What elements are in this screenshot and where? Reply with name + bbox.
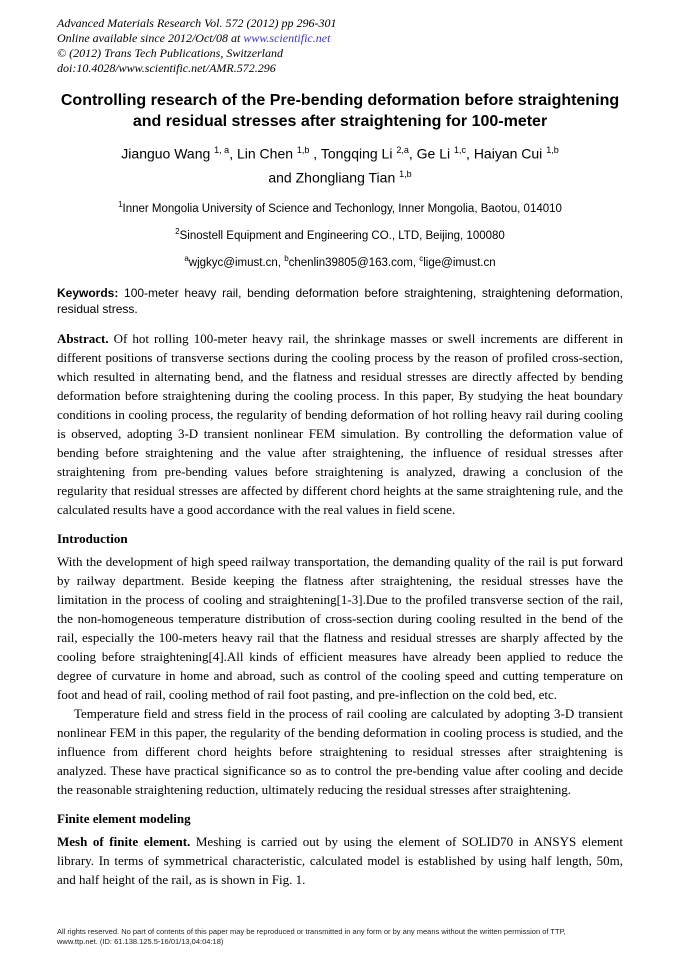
mesh-paragraph bbox=[57, 832, 623, 889]
section-heading-finite-element-modeling: Finite element modeling bbox=[57, 810, 191, 826]
page-content bbox=[57, 16, 623, 889]
authors-line: Jianguo Wang $^{1, a}$, Lin Chen $^{1,b}$ , Tongqing Li $^{2,a}$, Ge Li $^{1,c}$, Haiyan Cui $^{1,b}$ and Zhongliang Tian $^{1,b}$ bbox=[121, 145, 559, 186]
rights-footer bbox=[57, 927, 647, 946]
affiliation-1: $^1$Inner Mongolia University of Science and Techonlogy, Inner Mongolia, Baotou, 014010 bbox=[118, 200, 562, 216]
journal-volume-line: Advanced Materials Research Vol. 572 (2012) pp 296-301 bbox=[57, 16, 337, 30]
affiliation-2: $^2$Sinostell Equipment and Engineering CO., LTD, Beijing, 100080 bbox=[175, 227, 505, 242]
journal-doi-line: doi:10.4028/www.scientific.net/AMR.572.296 bbox=[57, 61, 276, 75]
author-superscript: 1,b bbox=[296, 145, 310, 155]
affiliation-superscript: c bbox=[419, 253, 424, 263]
journal-header bbox=[57, 16, 623, 76]
affiliations-block bbox=[57, 197, 623, 270]
mesh-paragraph-text: Meshing is carried out by using the element of SOLID70 in ANSYS element library. In terms of symmetrical characteristic, calculated model is established by using half length, 50m, and half height of the rail, as is shown in Fig. 1. bbox=[57, 833, 623, 887]
author-emails: $^a$wjgkyc@imust.cn, $^b$chenlin39805@163.com, $^c$lige@imust.cn bbox=[184, 253, 496, 269]
author-superscript: 1,b bbox=[399, 168, 412, 179]
abstract-paragraph bbox=[57, 329, 623, 519]
keywords-block bbox=[57, 285, 623, 317]
scientific-net-link[interactable]: www.scientific.net bbox=[243, 31, 331, 45]
keywords-label: Keywords: bbox=[57, 285, 119, 300]
author-superscript: 2,a bbox=[396, 145, 409, 155]
author-superscript: 1, a bbox=[214, 145, 230, 155]
abstract-text: Of hot rolling 100-meter heavy rail, the shrinkage masses or swell increments are different in different positions of transverse sections during the cooling process by the reason of profiled cross-section, which resulted in alternating bend, and the flatness and residual stresses are directly affected by bending deformation before straightening during the cooling process. In this paper, By studying the heat boundary conditions in cooling process, the regularity of bending deformation of hot rolling heavy rail during cooling is observed, adopting 3-D transient nonlinear FEM simulation. By controlling the deformation value of bending before straightening and the value after straightening, the influence of residual stresses after straightening from pre-bending values before straightening is analyzed, drawing a conclusion of the regularity that residual stresses are affected by different chord heights at the same straightening rule, and the calculated results have a good accordance with the real values in field scene. bbox=[57, 330, 623, 517]
journal-copyright-line: © (2012) Trans Tech Publications, Switzerland bbox=[57, 46, 284, 60]
introduction-paragraph-1: With the development of high speed railway transportation, the demanding quality of the rail is put forward by railway department. Beside keeping the flatness after straightening, the residual stresses have the limitation in the process of cooling and straightening[1-3].Due to the profiled transverse section of the rail, the non-homogeneous temperature distribution of cross-section during cooling resulted in the bend of the rail, especially the 100-meters heavy rail that the flatness and residual stresses are sharply affected by the cooling before straightening[4].All kinds of efficient measures have already been applied to reduce the degree of curvature in home and abroad, such as control of the cooling speed and cutting temperature on foot and head of rail, cooling method of rail foot pasting, and pre-inflection on the cold bed, etc. bbox=[57, 553, 623, 702]
affiliation-superscript: 1 bbox=[118, 200, 123, 210]
abstract-lead: Abstract. bbox=[57, 330, 109, 346]
paper-title: Controlling research of the Pre-bending deformation before straightening and residual stresses after straightening for 100-meter bbox=[60, 92, 620, 130]
footer-rights-line: All rights reserved. No part of contents of this paper may be reproduced or transmitted in any form or by any means without the written permission of TTP, bbox=[57, 927, 566, 936]
affiliation-superscript: b bbox=[284, 253, 289, 263]
introduction-paragraph-2: Temperature field and stress field in the process of rail cooling are calculated by adopting 3-D transient nonlinear FEM in this paper, the regularity of the bending deformation in cooling process is studied, and the influence from different chord heights before straightening to residual stresses after straightening is analyzed. These have practical significance so as to control the pre-bending value after cooling and decide the reasonable straightening reduction, ultimately reducing the residual stresses after straightening. bbox=[57, 705, 623, 797]
availability-prefix: Online available since 2012/Oct/08 at bbox=[57, 31, 244, 45]
affiliation-superscript: a bbox=[184, 253, 189, 263]
footer-id-line: www.ttp.net. (ID: 61.138.125.5-16/01/13,04:04:18) bbox=[57, 936, 224, 946]
journal-availability-line bbox=[57, 31, 623, 46]
author-superscript: 1,c bbox=[454, 145, 467, 155]
affiliation-superscript: 2 bbox=[175, 227, 180, 237]
keywords-text: 100-meter heavy rail, bending deformation before straightening, straightening deformation, residual stress. bbox=[57, 285, 623, 316]
author-superscript: 1,b bbox=[546, 145, 559, 155]
section-heading-introduction: Introduction bbox=[57, 530, 128, 546]
mesh-paragraph-lead: Mesh of finite element. bbox=[57, 833, 191, 849]
